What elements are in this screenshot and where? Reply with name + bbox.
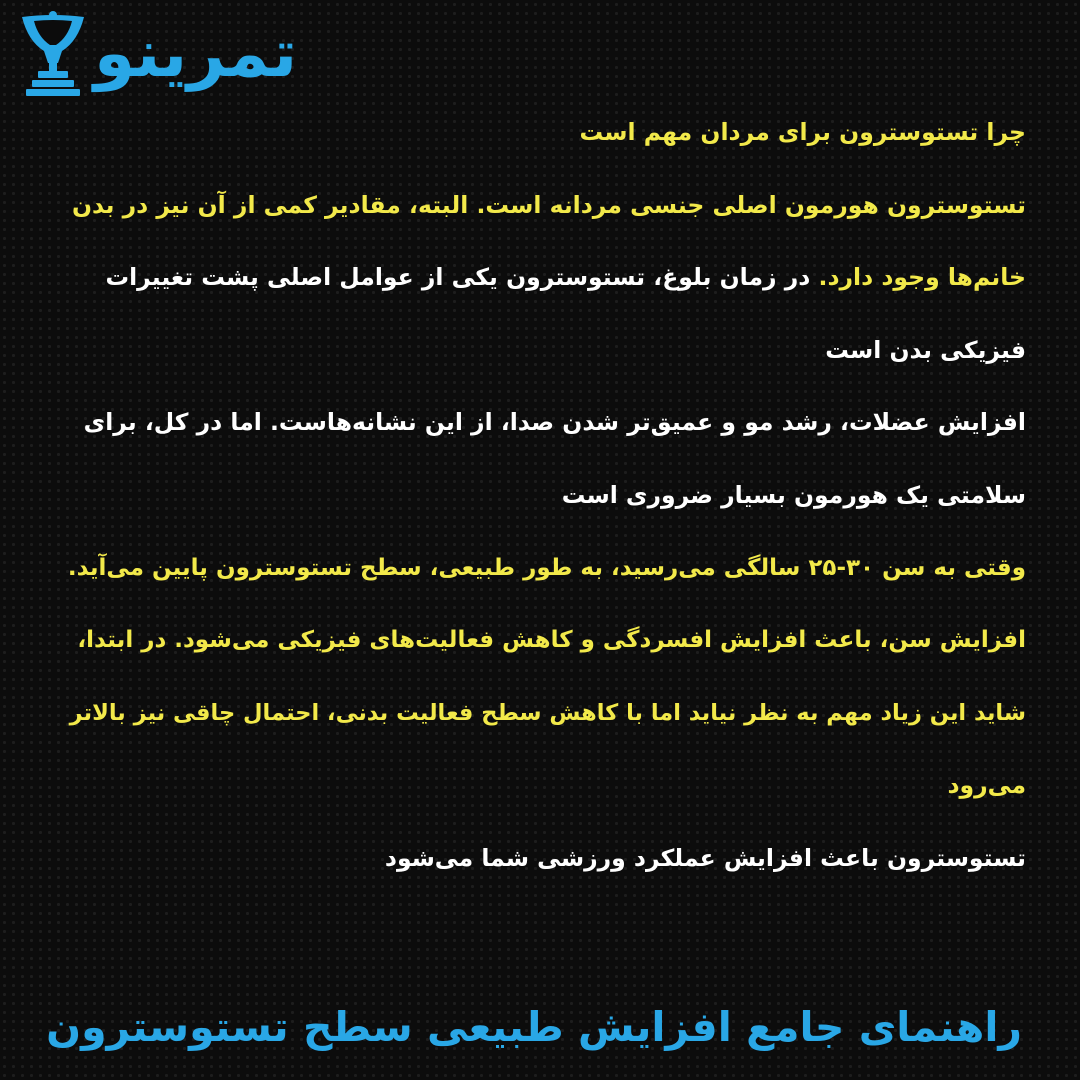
logo-text: تمرینو	[94, 15, 298, 92]
text-segment: خانم‌ها وجود دارد.	[818, 263, 1026, 292]
text-line: می‌رود	[947, 771, 1026, 800]
text-line: وقتی به سن ۳۰-۲۵ سالگی می‌رسید، به طور طبیعی، سطح تستوسترون پایین می‌آید.	[67, 554, 1026, 581]
brand-logo	[18, 8, 438, 100]
heading-line: چرا تستوسترون برای مردان مهم است	[579, 118, 1026, 146]
text-line: تستوسترون باعث افزایش عملکرد ورزشی شما می‌شود	[384, 843, 1026, 872]
trophy-icon	[18, 11, 88, 97]
text-segment: در زمان بلوغ، تستوسترون یکی از عوامل اصلی پشت تغییرات	[105, 263, 819, 292]
text-line: فیزیکی بدن است	[825, 335, 1026, 364]
text-line: تستوسترون هورمون اصلی جنسی مردانه است. البته، مقادیر کمی از آن نیز در بدن	[72, 190, 1026, 219]
text-line: افزایش عضلات، رشد مو و عمیق‌تر شدن صدا، از این نشانه‌هاست. اما در کل، برای	[83, 408, 1026, 437]
footer-title: راهنمای جامع افزایش طبیعی سطح تستوسترون	[46, 1002, 1022, 1051]
text-line	[60, 241, 1026, 314]
text-line: شاید این زیاد مهم به نظر نیاید اما با کاهش سطح فعالیت بدنی، احتمال چاقی نیز بالاتر	[69, 699, 1026, 726]
article-body	[60, 96, 1026, 895]
text-line: افزایش سن، باعث افزایش افسردگی و کاهش فعالیت‌های فیزیکی می‌شود. در ابتدا،	[77, 627, 1026, 654]
text-line: سلامتی یک هورمون بسیار ضروری است	[561, 480, 1026, 509]
